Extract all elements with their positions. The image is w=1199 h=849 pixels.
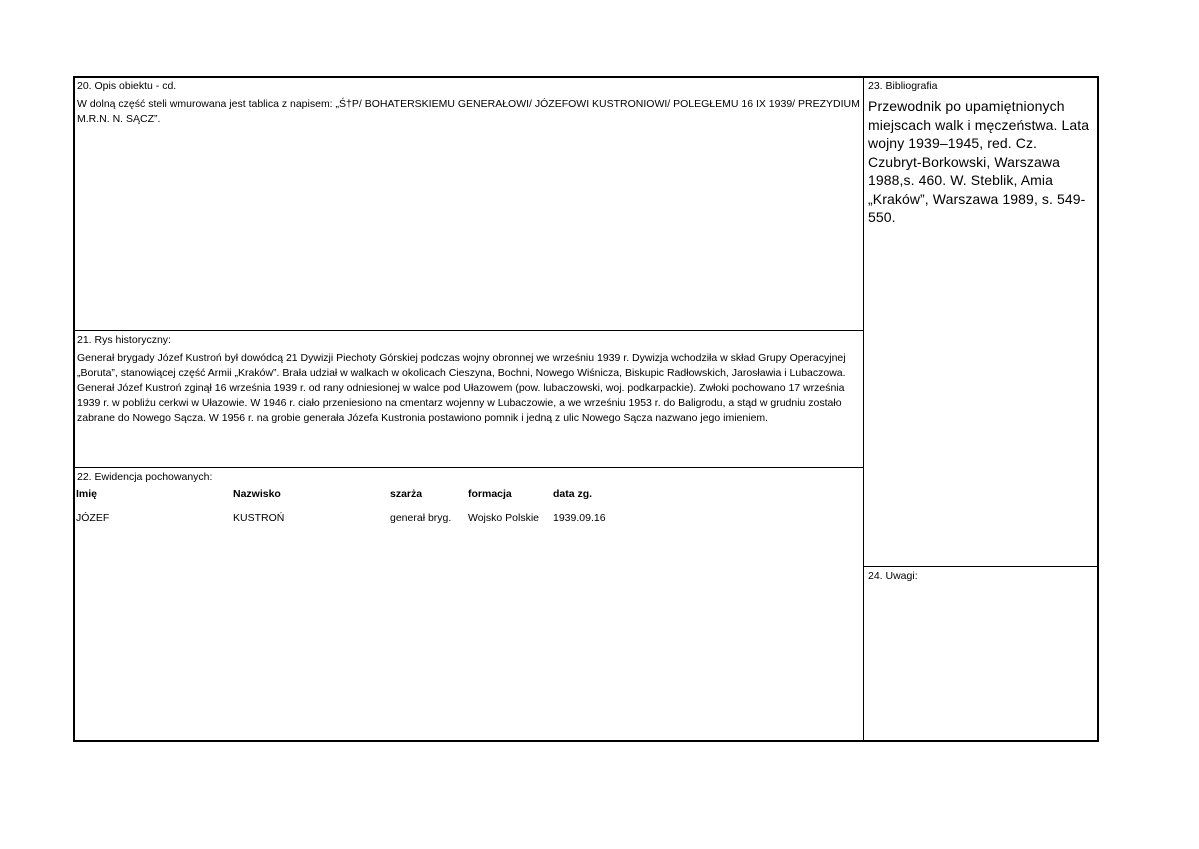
header-imie: Imię bbox=[76, 488, 98, 500]
section-24 bbox=[866, 570, 1096, 583]
header-szarza: szarża bbox=[390, 488, 423, 500]
burial-table bbox=[76, 488, 856, 528]
header-formacja: formacja bbox=[468, 488, 512, 500]
row-szarza: generał bryg. bbox=[390, 512, 452, 524]
row-data: 1939.09.16 bbox=[553, 512, 606, 524]
row-imie: JÓZEF bbox=[76, 512, 110, 524]
divider-23-24 bbox=[864, 566, 1098, 567]
section-21-text: Generał brygady Józef Kustroń był dowódcą 21 Dywizji Piechoty Górskiej podczas wojny obronnej we wrześniu 1939 r. Dywizja wchodziła w skład Grupy Operacyjnej „Boruta”, stanowiącej część Armii „Kraków”. Brała udział w walkach w okolicach Cieszyna, Bochni, Nowego Wiśnicza, Biskupic Radłowskich, Jarosławia i Lubaczowa. Generał Józef Kustroń zginął 16 września 1939 r. od rany odniesionej w walce pod Ułazowem (pow. lubaczowski, woj. podkarpackie). Zwłoki pochowano 17 września 1939 r. w pobliżu cerkwi w Ułazowie. W 1946 r. ciało przeniesiono na cmentarz wojenny w Lubaczowie, a we wrześniu 1953 r. do Baligrodu, a stąd w grudniu zostało zabrane do Nowego Sącza. W 1956 r. na grobie generała Józefa Kustronia postawiono pomnik i jedną z ulic Nowego Sącza nazwano jego imieniem. bbox=[77, 352, 846, 424]
section-21 bbox=[75, 334, 863, 426]
section-22-label: 22. Ewidencja pochowanych: bbox=[77, 471, 213, 483]
section-22 bbox=[75, 471, 863, 484]
header-nazwisko: Nazwisko bbox=[233, 488, 281, 500]
divider-21-22 bbox=[74, 467, 864, 468]
section-23-text: Przewodnik po upamiętnionych miejscach walk i męczeństwa. Lata wojny 1939–1945, red. Cz. Czubryt-Borkowski, Warszawa 1988,s. 460. W. Steblik, Amia „Kraków”, Warszawa 1989, s. 549-550. bbox=[868, 98, 1090, 225]
divider-20-21 bbox=[74, 330, 864, 331]
row-formacja: Wojsko Polskie bbox=[468, 512, 539, 524]
header-data: data zg. bbox=[553, 488, 593, 500]
section-20-label: 20. Opis obiektu - cd. bbox=[77, 80, 177, 92]
column-divider bbox=[863, 76, 864, 742]
section-24-label: 24. Uwagi: bbox=[868, 570, 918, 582]
section-20-text: W dolną część steli wmurowana jest tablica z napisem: „Ś†P/ BOHATERSKIEMU GENERAŁOWI/ JÓZEFOWI KUSTRONIOWI/ POLEGŁEMU 16 IX 1939/ PREZYDIUM M.R.N. N. SĄCZ”. bbox=[77, 98, 860, 125]
row-nazwisko: KUSTROŃ bbox=[233, 512, 285, 524]
section-21-label: 21. Rys historyczny: bbox=[77, 334, 171, 346]
section-20 bbox=[75, 80, 863, 127]
section-23 bbox=[866, 80, 1096, 227]
section-23-label: 23. Bibliografia bbox=[868, 80, 938, 92]
